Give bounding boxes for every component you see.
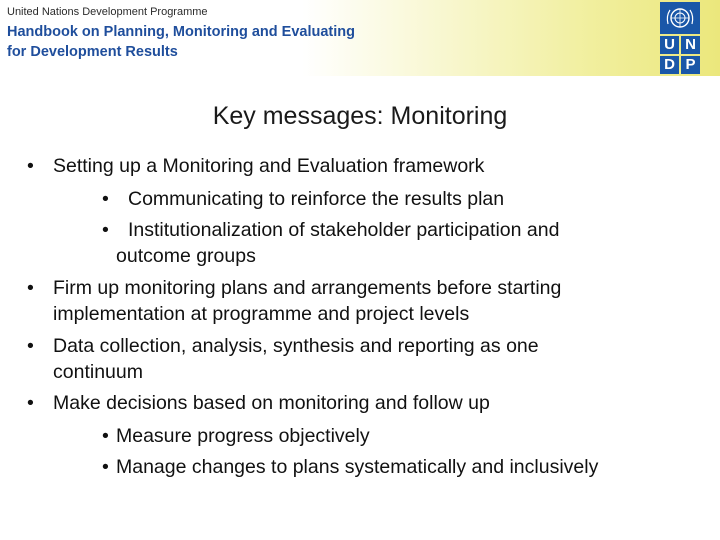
handbook-title (7, 22, 427, 62)
logo-letter: P (681, 56, 700, 74)
header-band (0, 0, 720, 76)
bullet-marker: • (27, 392, 34, 414)
slide-title: Key messages: Monitoring (212, 102, 508, 130)
bullet-item-continuation: implementation at programme and project levels (53, 303, 470, 325)
organization-name: United Nations Development Programme (7, 6, 208, 18)
bullet-marker: • (102, 219, 109, 241)
bullet-item: Measure progress objectively (116, 425, 370, 447)
handbook-title-line-1: Handbook on Planning, Monitoring and Evaluating (7, 24, 355, 40)
bullet-item: Data collection, analysis, synthesis and reporting as one (53, 335, 539, 357)
bullet-item: Setting up a Monitoring and Evaluation framework (53, 155, 485, 177)
handbook-title-line-2: for Development Results (7, 44, 178, 60)
bullet-marker: • (102, 425, 109, 447)
bullet-marker: • (102, 188, 109, 210)
bullet-item: Firm up monitoring plans and arrangements before starting (53, 277, 562, 299)
bullet-marker: • (27, 277, 34, 299)
bullet-item: Institutionalization of stakeholder participation and (128, 219, 560, 241)
logo-letter: N (681, 36, 700, 54)
bullet-marker: • (27, 155, 34, 177)
bullet-item: Manage changes to plans systematically and inclusively (116, 456, 599, 478)
undp-logo (658, 0, 702, 76)
bullet-item: Communicating to reinforce the results plan (128, 188, 505, 210)
bullet-item: Make decisions based on monitoring and follow up (53, 392, 490, 414)
logo-letter: U (660, 36, 679, 54)
bullet-item-continuation: continuum (53, 361, 143, 383)
un-emblem-icon (660, 2, 700, 34)
bullet-item-continuation: outcome groups (116, 245, 256, 267)
logo-letter: D (660, 56, 679, 74)
bullet-marker: • (27, 335, 34, 357)
undp-letters (660, 36, 700, 74)
bullet-marker: • (102, 456, 109, 478)
